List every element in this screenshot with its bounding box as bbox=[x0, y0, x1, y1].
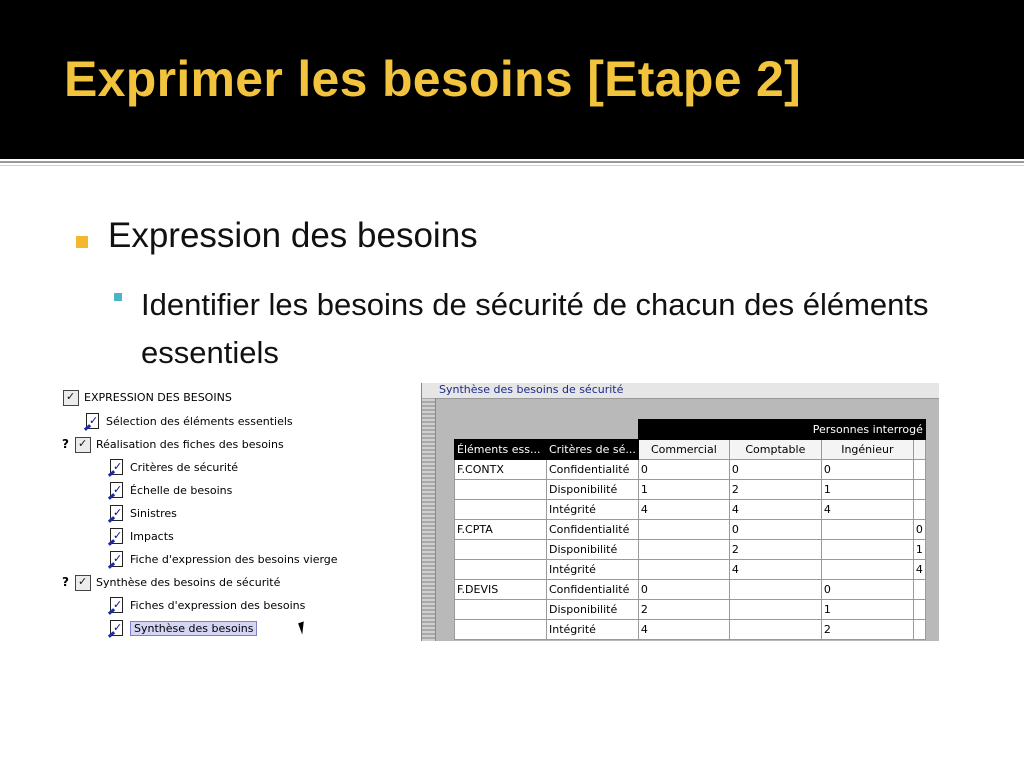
table-row[interactable] bbox=[455, 560, 926, 580]
bullet-level2-text: Identifier les besoins de sécurité de chacun des éléments essentiels bbox=[141, 287, 929, 370]
tree-root[interactable] bbox=[62, 386, 232, 408]
title-divider bbox=[0, 161, 1024, 163]
tree-item-label: Réalisation des fiches des besoins bbox=[96, 437, 284, 451]
value-cell bbox=[729, 620, 821, 640]
element-cell bbox=[455, 600, 547, 620]
value-cell: 1 bbox=[913, 540, 925, 560]
value-cell bbox=[913, 460, 925, 480]
tree-root-label: EXPRESSION DES BESOINS bbox=[84, 390, 232, 404]
value-cell bbox=[638, 520, 729, 540]
col-header-partial[interactable] bbox=[913, 440, 925, 460]
value-cell: 0 bbox=[729, 520, 821, 540]
tree-item[interactable] bbox=[108, 548, 338, 570]
value-cell bbox=[913, 620, 925, 640]
tree-item[interactable] bbox=[108, 594, 305, 616]
value-cell: 4 bbox=[913, 560, 925, 580]
col-header[interactable]: Critères de sé... bbox=[547, 440, 639, 460]
value-cell: 1 bbox=[821, 480, 913, 500]
table-row[interactable] bbox=[455, 620, 926, 640]
value-cell: 0 bbox=[821, 580, 913, 600]
doc-check-icon bbox=[108, 482, 124, 498]
doc-check-icon bbox=[108, 505, 124, 521]
critere-cell: Disponibilité bbox=[547, 600, 639, 620]
element-cell bbox=[455, 540, 547, 560]
value-cell bbox=[913, 480, 925, 500]
value-cell: 4 bbox=[821, 500, 913, 520]
folder-check-icon bbox=[74, 574, 90, 590]
critere-cell: Disponibilité bbox=[547, 480, 639, 500]
window-side-stripe bbox=[422, 398, 436, 641]
title-bar bbox=[0, 0, 1024, 159]
synthese-window bbox=[421, 383, 939, 641]
tree-item[interactable] bbox=[108, 456, 238, 478]
element-cell: F.CPTA bbox=[455, 520, 547, 540]
value-cell bbox=[729, 600, 821, 620]
table-row[interactable] bbox=[455, 540, 926, 560]
tree-item-label: Critères de sécurité bbox=[130, 460, 239, 474]
critere-cell: Intégrité bbox=[547, 620, 639, 640]
doc-check-icon bbox=[84, 413, 100, 429]
element-cell: F.DEVIS bbox=[455, 580, 547, 600]
doc-check-icon bbox=[108, 528, 124, 544]
tree-item-selected[interactable] bbox=[108, 617, 257, 639]
critere-cell: Intégrité bbox=[547, 560, 639, 580]
value-cell: 1 bbox=[638, 480, 729, 500]
value-cell bbox=[913, 580, 925, 600]
element-cell bbox=[455, 560, 547, 580]
table-row[interactable] bbox=[455, 600, 926, 620]
value-cell: 2 bbox=[729, 540, 821, 560]
doc-check-icon bbox=[108, 459, 124, 475]
tree-item-label: Fiche d'expression des besoins vierge bbox=[130, 552, 338, 566]
table-row[interactable] bbox=[455, 580, 926, 600]
tree-item-label: Sinistres bbox=[130, 506, 177, 520]
pin-icon: ? bbox=[62, 575, 69, 589]
window-titlebar bbox=[422, 383, 939, 399]
value-cell: 4 bbox=[638, 620, 729, 640]
mouse-cursor-icon bbox=[298, 621, 308, 634]
tree-item-label: Synthèse des besoins de sécurité bbox=[96, 575, 281, 589]
tree-item-label: Sélection des éléments essentiels bbox=[106, 414, 293, 428]
value-cell: 1 bbox=[821, 600, 913, 620]
doc-check-icon bbox=[108, 620, 124, 636]
tree-item-label: Fiches d'expression des besoins bbox=[130, 598, 306, 612]
value-cell: 4 bbox=[638, 500, 729, 520]
element-cell: F.CONTX bbox=[455, 460, 547, 480]
slide-title: Exprimer les besoins [Etape 2] bbox=[64, 51, 802, 107]
pin-icon: ? bbox=[62, 437, 69, 451]
bullet-level1-text: Expression des besoins bbox=[108, 216, 478, 255]
persons-group-header: Personnes interrogé bbox=[638, 420, 925, 440]
tree-item-label: Synthèse des besoins bbox=[130, 621, 257, 636]
element-cell bbox=[455, 480, 547, 500]
table-row[interactable] bbox=[455, 460, 926, 480]
value-cell: 2 bbox=[638, 600, 729, 620]
col-header[interactable]: Éléments ess... bbox=[455, 440, 547, 460]
col-header[interactable]: Commercial bbox=[638, 440, 729, 460]
col-header[interactable]: Comptable bbox=[729, 440, 821, 460]
synthese-table bbox=[454, 419, 926, 640]
value-cell: 0 bbox=[638, 580, 729, 600]
table-row[interactable] bbox=[455, 500, 926, 520]
value-cell bbox=[821, 520, 913, 540]
value-cell: 0 bbox=[638, 460, 729, 480]
value-cell: 4 bbox=[729, 500, 821, 520]
tree-item-folder[interactable] bbox=[62, 433, 284, 455]
tree-item[interactable] bbox=[84, 410, 293, 432]
tree-item-label: Échelle de besoins bbox=[130, 483, 233, 497]
critere-cell: Confidentialité bbox=[547, 580, 639, 600]
square-bullet-icon-small bbox=[114, 293, 122, 301]
col-header[interactable]: Ingénieur bbox=[821, 440, 913, 460]
value-cell bbox=[729, 580, 821, 600]
value-cell bbox=[913, 500, 925, 520]
value-cell: 0 bbox=[729, 460, 821, 480]
value-cell bbox=[913, 600, 925, 620]
value-cell bbox=[821, 560, 913, 580]
tree-item-folder[interactable] bbox=[62, 571, 280, 593]
table-row[interactable] bbox=[455, 520, 926, 540]
element-cell bbox=[455, 620, 547, 640]
value-cell: 2 bbox=[729, 480, 821, 500]
element-cell bbox=[455, 500, 547, 520]
value-cell: 4 bbox=[729, 560, 821, 580]
doc-check-icon bbox=[108, 551, 124, 567]
value-cell: 2 bbox=[821, 620, 913, 640]
title-divider-thin bbox=[0, 165, 1024, 166]
tree-item[interactable] bbox=[108, 502, 177, 524]
value-cell: 0 bbox=[821, 460, 913, 480]
value-cell: 0 bbox=[913, 520, 925, 540]
window-title: Synthèse des besoins de sécurité bbox=[439, 383, 624, 396]
critere-cell: Confidentialité bbox=[547, 460, 639, 480]
doc-check-icon bbox=[108, 597, 124, 613]
critere-cell: Confidentialité bbox=[547, 520, 639, 540]
value-cell bbox=[821, 540, 913, 560]
table-row[interactable] bbox=[455, 480, 926, 500]
folder-check-icon bbox=[62, 389, 78, 405]
critere-cell: Intégrité bbox=[547, 500, 639, 520]
besoins-tree-view bbox=[62, 386, 372, 640]
tree-item-label: Impacts bbox=[130, 529, 174, 543]
critere-cell: Disponibilité bbox=[547, 540, 639, 560]
value-cell bbox=[638, 560, 729, 580]
tree-item[interactable] bbox=[108, 479, 232, 501]
folder-check-icon bbox=[74, 436, 90, 452]
tree-item[interactable] bbox=[108, 525, 174, 547]
value-cell bbox=[638, 540, 729, 560]
square-bullet-icon bbox=[76, 236, 88, 248]
